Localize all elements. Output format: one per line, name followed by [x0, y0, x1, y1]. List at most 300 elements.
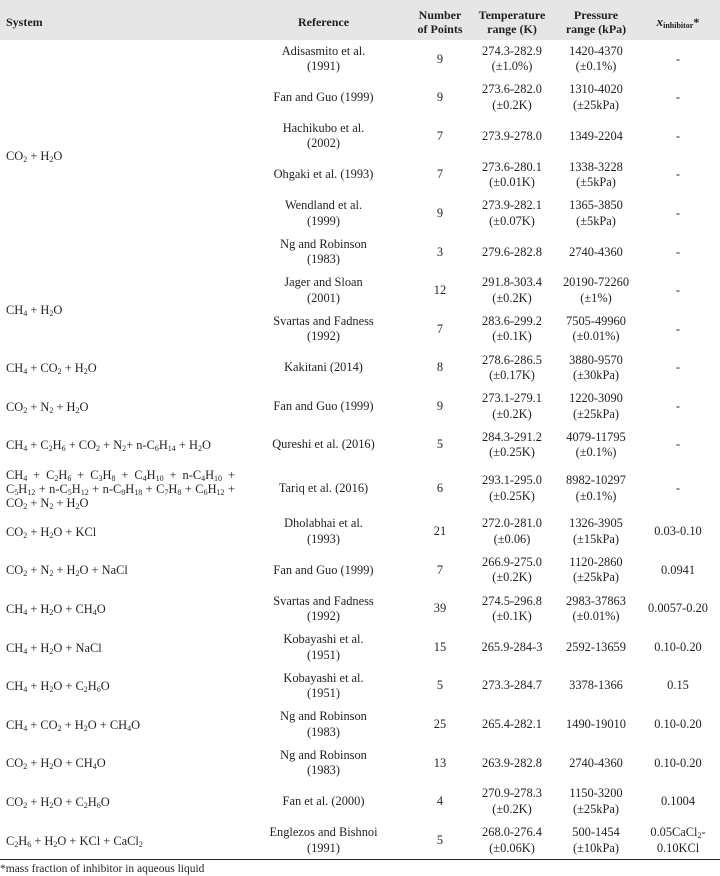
formula-text: - [675, 283, 681, 298]
formula-text: 293.1-295.0 [482, 473, 542, 488]
formula-text: (±0.17K) [489, 368, 535, 383]
formula-text: 5 [436, 678, 444, 693]
subscript: 2 [49, 530, 54, 540]
formula-text: 3 [436, 244, 444, 259]
formula-text: CH [6, 679, 24, 694]
points-cell [412, 40, 468, 79]
temperature-cell [468, 821, 556, 860]
temperature-cell [468, 79, 556, 118]
system-cell [0, 426, 235, 465]
formula-text: H [58, 467, 68, 482]
formula-text: (±0.2K) [492, 406, 532, 421]
formula-text: 5 [436, 832, 444, 847]
formula-text: H [102, 467, 112, 482]
formula-text: (±0.06) [493, 531, 531, 546]
formula-text: 6 [436, 480, 444, 495]
pressure-cell [556, 628, 636, 667]
formula-text: + n-C [163, 467, 202, 482]
formula-text: 7 [436, 321, 444, 336]
points-cell [412, 551, 468, 590]
inhibitor-cell [636, 233, 720, 272]
formula-text: H [87, 794, 97, 809]
formula-text: 9 [436, 205, 444, 220]
formula-text: 0.10-0.20 [654, 755, 702, 770]
formula-text: H [207, 481, 217, 496]
formula-text: - [675, 480, 681, 495]
formula-text: 1420-4370 [569, 43, 623, 58]
formula-text: + N [27, 563, 50, 578]
formula-text: + C [181, 481, 204, 496]
system-cell [0, 821, 235, 860]
temperature-cell [468, 310, 556, 349]
points-cell [412, 628, 468, 667]
formula-text: + N [27, 495, 50, 510]
points-cell [412, 233, 468, 272]
points-cell [412, 821, 468, 860]
subscript: 4 [23, 608, 28, 618]
formula-text: 21 [433, 524, 447, 539]
formula-text: + C [115, 467, 143, 482]
formula-text: H [52, 438, 62, 453]
formula-text: (±0.2K) [492, 290, 532, 305]
formula-text: + H [31, 833, 54, 848]
formula-text: H [168, 481, 178, 496]
formula-text: (±0.1%) [575, 445, 617, 460]
formula-text: + H [53, 495, 76, 510]
formula-text: 0.1004 [660, 794, 696, 809]
formula-text: 500-1454 [572, 825, 620, 840]
formula-text: 7 [436, 167, 444, 182]
formula-text: O + NaCl [53, 640, 102, 655]
formula-text: 0.0057-0.20 [648, 601, 708, 616]
formula-text: 274.5-296.8 [482, 593, 542, 608]
formula-text: + N [27, 399, 50, 414]
table-row [0, 628, 720, 667]
formula-text: 1326-3905 [569, 516, 623, 531]
formula-text: 273.9-278.0 [482, 128, 542, 143]
subscript: 2 [49, 405, 54, 415]
subscript: 4 [23, 367, 28, 377]
system-cell [0, 783, 235, 822]
inhibitor-cell [636, 465, 720, 513]
formula-text: (1983) [306, 763, 341, 778]
formula-text: 2740-4360 [569, 755, 623, 770]
subscript: 4 [92, 762, 97, 772]
subscript: 2 [138, 839, 143, 849]
formula-text: (1951) [306, 686, 341, 701]
formula-text: 274.3-282.9 [482, 43, 542, 58]
formula-text: (1999) [306, 213, 341, 228]
formula-text: + H [27, 303, 50, 318]
formula-text: Kobayashi et al. [283, 632, 364, 647]
formula-text: 8982-10297 [566, 473, 626, 488]
pressure-cell [556, 744, 636, 783]
formula-text: + H [27, 679, 50, 694]
subscript: 2 [49, 154, 54, 164]
subscript: 4 [23, 444, 28, 454]
formula-text: Svartas and Fadness [273, 313, 374, 328]
formula-text: (±5kPa) [576, 175, 616, 190]
points-cell [412, 387, 468, 426]
subscript: 7 [164, 487, 169, 497]
formula-text: (±25kPa) [572, 406, 620, 421]
inhibitor-cell [636, 117, 720, 156]
reference-cell [235, 426, 412, 465]
points-cell [412, 156, 468, 195]
subscript: 4 [23, 685, 28, 695]
subscript: 4 [142, 473, 147, 483]
formula-text: H [205, 467, 215, 482]
subscript: 14 [167, 444, 176, 454]
formula-text: O [79, 495, 89, 510]
formula-text: 270.9-278.3 [482, 786, 542, 801]
reference-cell [235, 387, 412, 426]
formula-text: Wendland et al. [284, 198, 363, 213]
formula-text: (±15kPa) [572, 531, 620, 546]
inhibitor-cell [636, 551, 720, 590]
subscript: 2 [23, 530, 28, 540]
header-system: System [0, 4, 235, 40]
points-cell [412, 667, 468, 706]
formula-text: + H [27, 756, 50, 771]
formula-text: (1951) [306, 647, 341, 662]
formula-text: (±0.1%) [575, 488, 617, 503]
reference-cell [235, 194, 412, 233]
subscript: 2 [83, 800, 88, 810]
formula-text: Qureshi et al. (2016) [272, 437, 375, 452]
system-cell [0, 667, 235, 706]
points-cell [412, 744, 468, 783]
formula-text: 268.0-276.4 [482, 825, 542, 840]
formula-text: 278.6-286.5 [482, 352, 542, 367]
formula-text: 273.6-282.0 [482, 82, 542, 97]
formula-text: (±0.2K) [492, 570, 532, 585]
formula-text: Fan and Guo (1999) [273, 90, 374, 105]
inhibitor-cell [636, 667, 720, 706]
table-row [0, 465, 720, 513]
formula-text: CO [6, 399, 24, 414]
table-row [0, 590, 720, 629]
subscript: 6 [96, 800, 101, 810]
formula-text: O [87, 361, 97, 376]
formula-text: (1992) [306, 329, 341, 344]
points-cell [412, 117, 468, 156]
formula-text: - [675, 321, 681, 336]
subscript: 2 [23, 154, 28, 164]
formula-text: 0.05CaCl [650, 825, 698, 840]
subscript: 2 [57, 367, 62, 377]
reference-cell [235, 117, 412, 156]
table-row [0, 551, 720, 590]
formula-text: 273.9-282.1 [482, 198, 542, 213]
subscript: 2 [23, 501, 28, 511]
temperature-cell [468, 706, 556, 745]
pressure-cell [556, 233, 636, 272]
formula-text: 1338-3228 [569, 159, 623, 174]
formula-text: + C [27, 467, 55, 482]
reference-cell [235, 465, 412, 513]
formula-text: 263.9-282.8 [482, 755, 542, 770]
formula-text: Fan and Guo (1999) [273, 562, 374, 577]
formula-text: 1349-2204 [569, 128, 623, 143]
header-reference: Reference [235, 4, 412, 40]
formula-text: + H [53, 563, 76, 578]
formula-text: (±0.2K) [492, 97, 532, 112]
pressure-cell [556, 667, 636, 706]
table-row [0, 667, 720, 706]
subscript: 2 [49, 800, 54, 810]
formula-text: CH [6, 303, 24, 318]
formula-text: O [96, 756, 106, 771]
formula-text: + H [175, 438, 198, 453]
formula-text: + CO [27, 361, 58, 376]
formula-text: + n-C [35, 481, 68, 496]
formula-text: O [131, 717, 141, 732]
formula-text: 1220-3090 [569, 391, 623, 406]
points-cell [412, 272, 468, 311]
system-cell [0, 590, 235, 629]
subscript: 2 [49, 646, 54, 656]
formula-text: 13 [433, 755, 447, 770]
formula-text: (1983) [306, 252, 341, 267]
reference-cell [235, 783, 412, 822]
formula-text: (±0.1K) [492, 609, 532, 624]
formula-text: 1490-19010 [566, 717, 626, 732]
formula-text: 1365-3850 [569, 198, 623, 213]
formula-text: + H [27, 602, 50, 617]
formula-text: 7 [436, 128, 444, 143]
formula-text: (1991) [306, 840, 341, 855]
system-cell [0, 272, 235, 349]
reference-cell [235, 272, 412, 311]
formula-text: 283.6-299.2 [482, 313, 542, 328]
header-points: Number of Points [412, 4, 468, 40]
formula-text: CO [6, 524, 24, 539]
reference-cell [235, 310, 412, 349]
formula-text: 3378-1366 [569, 678, 623, 693]
subscript: 4 [92, 608, 97, 618]
formula-text: 7505-49960 [566, 313, 626, 328]
formula-text: 266.9-275.0 [482, 554, 542, 569]
temperature-cell [468, 667, 556, 706]
formula-text: CO [6, 756, 24, 771]
inhibitor-cell [636, 706, 720, 745]
subscript: 18 [134, 487, 143, 497]
pressure-cell [556, 310, 636, 349]
formula-text: 279.6-282.8 [482, 244, 542, 259]
formula-text: + C [6, 467, 235, 496]
formula-text: 2983-37863 [566, 593, 626, 608]
formula-text: + n-C [126, 438, 155, 453]
table-row [0, 387, 720, 426]
formula-text: O [96, 602, 106, 617]
formula-text: Kobayashi et al. [283, 670, 364, 685]
subscript: 4 [23, 309, 28, 319]
formula-text: - [675, 437, 681, 452]
formula-text: 0.10-0.20 [654, 639, 702, 654]
formula-text: 265.4-282.1 [482, 717, 542, 732]
subscript: 2 [697, 831, 702, 841]
subscript: 2 [49, 569, 54, 579]
formula-text: + H [27, 148, 50, 163]
system-cell [0, 387, 235, 426]
formula-text: 273.3-284.7 [482, 678, 542, 693]
formula-text: (±25kPa) [572, 570, 620, 585]
formula-text: + C [71, 467, 99, 482]
pressure-cell [556, 706, 636, 745]
formula-text: (1992) [306, 609, 341, 624]
reference-cell [235, 156, 412, 195]
formula-text: 2592-13659 [566, 639, 626, 654]
formula-text: CH [6, 361, 24, 376]
formula-text: (±0.25K) [489, 445, 535, 460]
formula-text: O [53, 148, 63, 163]
formula-text: Dholabhai et al. [284, 516, 363, 531]
formula-text: CO [6, 148, 24, 163]
formula-text: CH [6, 602, 24, 617]
formula-text: O [201, 438, 211, 453]
formula-text: (1983) [306, 724, 341, 739]
subscript: 2 [14, 839, 19, 849]
subscript: 6 [61, 444, 66, 454]
formula-text: Hachikubo et al. [282, 120, 365, 135]
subscript: 6 [27, 839, 32, 849]
formula-text: 20190-72260 [562, 275, 630, 290]
temperature-cell [468, 628, 556, 667]
subscript: 2 [49, 309, 54, 319]
inhibitor-cell [636, 783, 720, 822]
points-cell [412, 706, 468, 745]
temperature-cell [468, 744, 556, 783]
formula-text: - [675, 360, 681, 375]
inhibitor-cell [636, 628, 720, 667]
formula-text: H [18, 833, 28, 848]
temperature-cell [468, 590, 556, 629]
formula-text: O + NaCl [79, 563, 128, 578]
formula-text: 284.3-291.2 [482, 429, 542, 444]
system-cell [0, 628, 235, 667]
subscript: 4 [23, 473, 28, 483]
table-row [0, 272, 720, 311]
formula-text: + CO [27, 717, 58, 732]
formula-text: O [53, 303, 63, 318]
table-row [0, 706, 720, 745]
formula-text: 2740-4360 [569, 244, 623, 259]
points-cell [412, 194, 468, 233]
temperature-cell [468, 272, 556, 311]
formula-text: 12 [433, 283, 447, 298]
formula-text: CH [6, 717, 24, 732]
inhibitor-cell [636, 513, 720, 552]
subscript: 12 [80, 487, 89, 497]
subscript: 2 [23, 569, 28, 579]
subscript: 2 [49, 685, 54, 695]
pressure-cell [556, 117, 636, 156]
formula-text: 0.0941 [660, 562, 696, 577]
subscript: 3 [98, 473, 103, 483]
system-cell [0, 465, 235, 513]
system-cell [0, 744, 235, 783]
bottom-rule [0, 859, 720, 860]
reference-cell [235, 667, 412, 706]
table-row [0, 513, 720, 552]
formula-text: (±5kPa) [576, 213, 616, 228]
inhibitor-cell [636, 156, 720, 195]
formula-text: Fan and Guo (1999) [273, 398, 374, 413]
reference-cell [235, 590, 412, 629]
temperature-cell [468, 426, 556, 465]
formula-text: H [18, 481, 28, 496]
inhibitor-cell [636, 349, 720, 388]
formula-text: + CO [65, 438, 97, 453]
points-cell [412, 79, 468, 118]
subscript: 2 [23, 762, 28, 772]
formula-text: + H [27, 794, 50, 809]
formula-text: 273.1-279.1 [482, 391, 542, 406]
formula-text: 265.9-284-3 [481, 639, 543, 654]
formula-text: CO [6, 794, 24, 809]
points-cell [412, 349, 468, 388]
formula-text: O + KCl + CaCl [57, 833, 139, 848]
system-cell [0, 551, 235, 590]
formula-text: O + CH [53, 756, 93, 771]
temperature-cell [468, 156, 556, 195]
formula-text: (±0.01K) [489, 175, 535, 190]
subscript: 6 [96, 685, 101, 695]
formula-text: 15 [433, 639, 447, 654]
formula-text: + H [27, 640, 50, 655]
temperature-cell [468, 513, 556, 552]
formula-text: + H [61, 717, 84, 732]
formula-text: CH [6, 640, 24, 655]
formula-text: O + C [53, 794, 84, 809]
formula-text: (1991) [306, 59, 341, 74]
formula-text: (±0.01%) [572, 329, 620, 344]
header-inhibitor: $x_{inhibitor}*$ [636, 4, 720, 40]
subscript: 2 [49, 608, 54, 618]
formula-text: + n-C [88, 481, 122, 496]
reference-cell [235, 628, 412, 667]
subscript: 4 [23, 723, 28, 733]
inhibitor-cell [636, 387, 720, 426]
inhibitor-cell [636, 272, 720, 311]
subscript: 12 [216, 487, 225, 497]
formula-text: 8 [436, 360, 444, 375]
formula-text: (±0.1K) [492, 329, 532, 344]
temperature-cell [468, 349, 556, 388]
formula-text: (±0.2K) [492, 801, 532, 816]
pressure-cell [556, 79, 636, 118]
formula-text: C [6, 833, 15, 848]
formula-text: Ng and Robinson [280, 747, 367, 762]
formula-text: H [146, 467, 156, 482]
formula-text: - [675, 51, 681, 66]
inhibitor-cell [636, 79, 720, 118]
formula-text: O + C [53, 679, 84, 694]
system-cell [0, 349, 235, 388]
subscript: 6 [203, 487, 208, 497]
subscript: 2 [83, 367, 88, 377]
formula-text: O [100, 794, 110, 809]
points-cell [412, 590, 468, 629]
formula-text: (±1.0%) [491, 59, 533, 74]
formula-text: Fan et al. (2000) [282, 794, 365, 809]
formula-text: - [675, 398, 681, 413]
formula-text: + H [27, 524, 50, 539]
formula-text: H [87, 679, 97, 694]
pressure-cell [556, 387, 636, 426]
formula-text: H [125, 481, 135, 496]
